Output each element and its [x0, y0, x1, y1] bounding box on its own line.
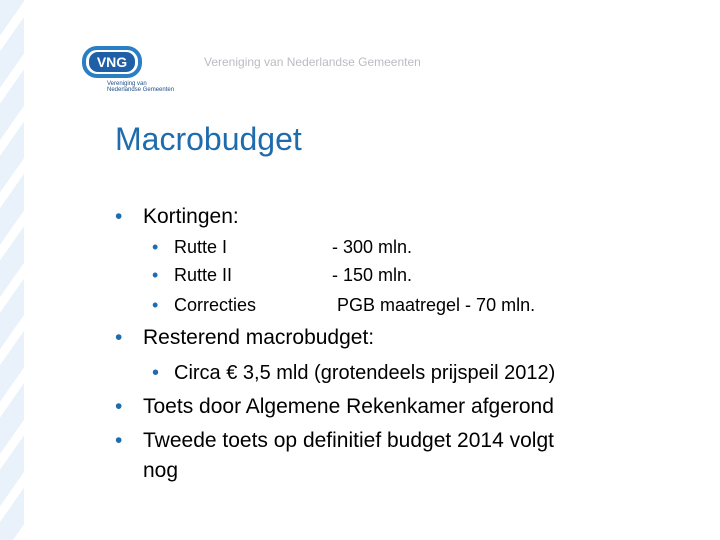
subitem-label: Circa € 3,5 mld (grotendeels prijspeil 2012): [174, 362, 556, 384]
bullet-marker: •: [152, 295, 159, 315]
bullet-marker: •: [115, 429, 123, 452]
organization-name: Vereniging van Nederlandse Gemeenten: [204, 55, 421, 69]
subitem-label: Correcties: [174, 295, 257, 315]
bullet-text: Toets door Algemene Rekenkamer afgerond: [143, 395, 554, 418]
logo-subtitle-line1: Vereniging van: [107, 81, 147, 87]
bullet-marker: •: [115, 205, 123, 228]
bullet-marker: •: [152, 265, 159, 285]
bullet-marker: •: [115, 326, 123, 349]
subitem-label: Rutte II: [174, 265, 233, 285]
bullet-text: Tweede toets op definitief budget 2014 volgt: [143, 429, 554, 452]
bullet-marker: •: [152, 237, 159, 257]
bullet-marker: •: [152, 362, 160, 384]
vng-logo: [80, 45, 180, 97]
vng-logo-icon: [80, 45, 144, 79]
bullet-tweede-toets-continuation: nog: [143, 459, 179, 482]
subitem-amount-correcties: PGB maatregel - 70 mln.: [337, 295, 536, 315]
decorative-edge-pattern: [0, 0, 24, 540]
subitem-amount-rutte-2: - 150 mln.: [332, 265, 413, 285]
subitem-label: Rutte I: [174, 237, 228, 257]
logo-text: VNG: [96, 54, 128, 70]
subitem-amount-rutte-1: - 300 mln.: [332, 237, 413, 257]
bullet-text: Kortingen:: [143, 205, 239, 228]
bullet-marker: •: [115, 395, 123, 418]
logo-subtitle-line2: Nederlandse Gemeenten: [107, 87, 175, 93]
bullet-text: Resterend macrobudget:: [143, 326, 375, 349]
slide-title: Macrobudget: [115, 121, 302, 157]
